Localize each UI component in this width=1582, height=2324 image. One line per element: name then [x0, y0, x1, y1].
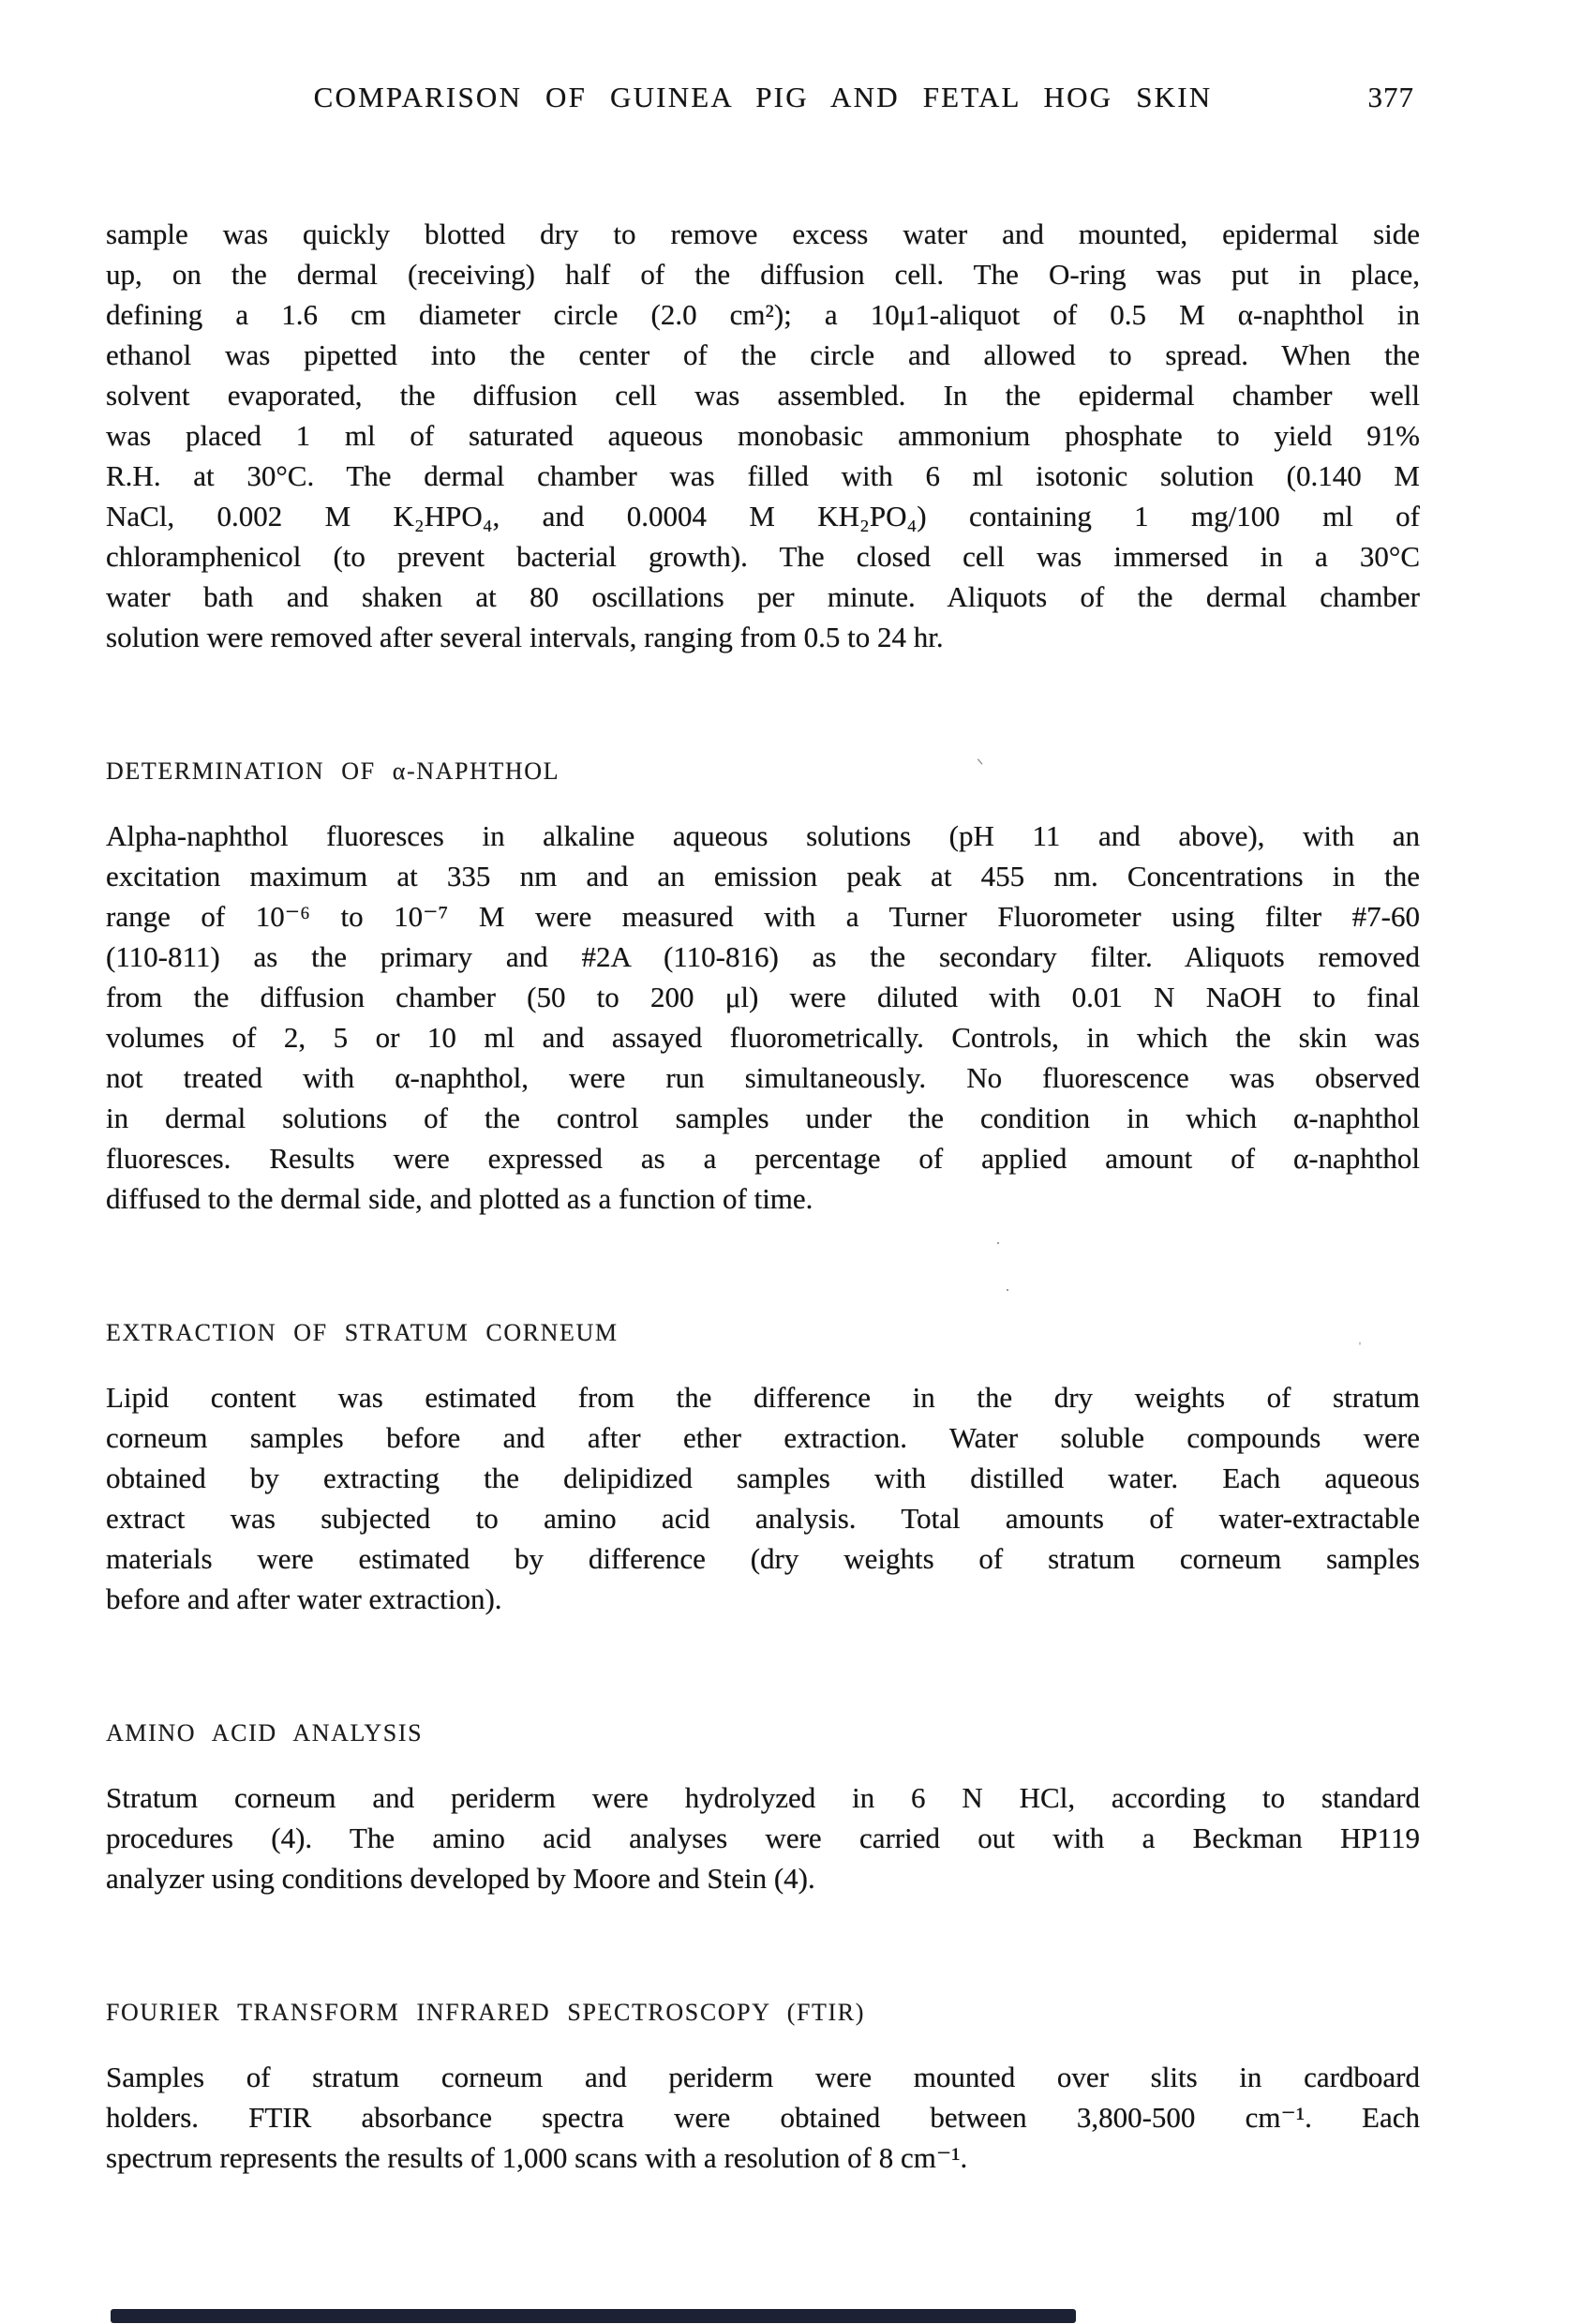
text-line: R.H. at 30°C. The dermal chamber was filled with 6 ml isotonic solution (0.140 M	[106, 459, 1420, 492]
document-section	[106, 1718, 1420, 1898]
text-line: in dermal solutions of the control samples under the condition in which α-naphthol	[106, 1102, 1420, 1134]
document-section	[106, 1318, 1420, 1619]
text-line: solvent evaporated, the diffusion cell was assembled. In the epidermal chamber well	[106, 379, 1420, 412]
text-line: before and after water extraction).	[106, 1582, 502, 1615]
paragraph	[106, 816, 1420, 1219]
text-line: procedures (4). The amino acid analyses were carried out with a Beckman HP119	[106, 1822, 1420, 1854]
document-section	[106, 214, 1420, 657]
running-title: COMPARISON OF GUINEA PIG AND FETAL HOG SKIN	[313, 81, 1213, 113]
text-line: NaCl, 0.002 M K₂HPO₄, and 0.0004 M KH₂PO₄) containing 1 mg/100 ml of	[106, 500, 1420, 532]
text-line: Lipid content was estimated from the difference in the dry weights of stratum	[106, 1381, 1420, 1414]
text-line: water bath and shaken at 80 oscillations per minute. Aliquots of the dermal chamber	[106, 580, 1420, 613]
text-line: extract was subjected to amino acid analysis. Total amounts of water-extractable	[106, 1502, 1420, 1535]
text-line: defining a 1.6 cm diameter circle (2.0 cm²); a 10μ1-aliquot of 0.5 M α-naphthol in	[106, 298, 1420, 331]
text-line: (110-811) as the primary and #2A (110-816) as the secondary filter. Aliquots removed	[106, 940, 1420, 973]
paragraph	[106, 2057, 1420, 2178]
scan-artifact: ·	[1005, 1281, 1010, 1299]
paragraph	[106, 1777, 1420, 1898]
page-header	[106, 0, 1420, 114]
text-line: sample was quickly blotted dry to remove excess water and mounted, epidermal side	[106, 217, 1420, 250]
page-number: 377	[1367, 81, 1414, 113]
text-line: up, on the dermal (receiving) half of the diffusion cell. The O-ring was put in place,	[106, 258, 1420, 291]
text-line: was placed 1 ml of saturated aqueous monobasic ammonium phosphate to yield 91%	[106, 419, 1420, 452]
text-line: volumes of 2, 5 or 10 ml and assayed fluorometrically. Controls, in which the skin was	[106, 1021, 1420, 1054]
document-section	[106, 757, 1420, 1219]
text-column	[106, 0, 1420, 2178]
scan-artifact-bar	[111, 2309, 1076, 2323]
text-line: spectrum represents the results of 1,000 scans with a resolution of 8 cm⁻¹.	[106, 2141, 968, 2174]
text-line: Samples of stratum corneum and periderm were mounted over slits in cardboard	[106, 2061, 1420, 2093]
section-heading: DETERMINATION OF α-NAPHTHOL	[106, 757, 560, 785]
section-heading: AMINO ACID ANALYSIS	[106, 1719, 424, 1747]
paragraph	[106, 214, 1420, 657]
scan-artifact: ˈ	[1357, 1339, 1363, 1357]
text-line: excitation maximum at 335 nm and an emission peak at 455 nm. Concentrations in the	[106, 860, 1420, 892]
page-body	[106, 214, 1420, 2178]
text-line: obtained by extracting the delipidized samples with distilled water. Each aqueous	[106, 1462, 1420, 1494]
document-section	[106, 1998, 1420, 2178]
scan-artifact: ·	[995, 1234, 1001, 1252]
text-line: not treated with α-naphthol, were run simultaneously. No fluorescence was observed	[106, 1061, 1420, 1094]
text-line: materials were estimated by difference (dry weights of stratum corneum samples	[106, 1542, 1420, 1575]
text-line: from the diffusion chamber (50 to 200 μl) were diluted with 0.01 N NaOH to final	[106, 981, 1420, 1013]
text-line: analyzer using conditions developed by Moore and Stein (4).	[106, 1862, 815, 1895]
section-heading: FOURIER TRANSFORM INFRARED SPECTROSCOPY (FTIR)	[106, 1999, 865, 2026]
section-heading: EXTRACTION OF STRATUM CORNEUM	[106, 1319, 619, 1346]
text-line: ethanol was pipetted into the center of the circle and allowed to spread. When the	[106, 338, 1420, 371]
text-line: corneum samples before and after ether extraction. Water soluble compounds were	[106, 1421, 1420, 1454]
text-line: chloramphenicol (to prevent bacterial growth). The closed cell was immersed in a 30°C	[106, 540, 1420, 573]
text-line: Alpha-naphthol fluoresces in alkaline aqueous solutions (pH 11 and above), with an	[106, 819, 1420, 852]
text-line: Stratum corneum and periderm were hydrolyzed in 6 N HCl, according to standard	[106, 1781, 1420, 1814]
scan-artifact: ᐠ	[977, 756, 984, 774]
text-line: holders. FTIR absorbance spectra were obtained between 3,800-500 cm⁻¹. Each	[106, 2101, 1420, 2134]
text-line: fluoresces. Results were expressed as a percentage of applied amount of α-naphthol	[106, 1142, 1420, 1175]
text-line: diffused to the dermal side, and plotted as a function of time.	[106, 1182, 813, 1215]
text-line: range of 10⁻⁶ to 10⁻⁷ M were measured with a Turner Fluorometer using filter #7-60	[106, 900, 1420, 933]
text-line: solution were removed after several intervals, ranging from 0.5 to 24 hr.	[106, 621, 944, 653]
paragraph	[106, 1377, 1420, 1619]
